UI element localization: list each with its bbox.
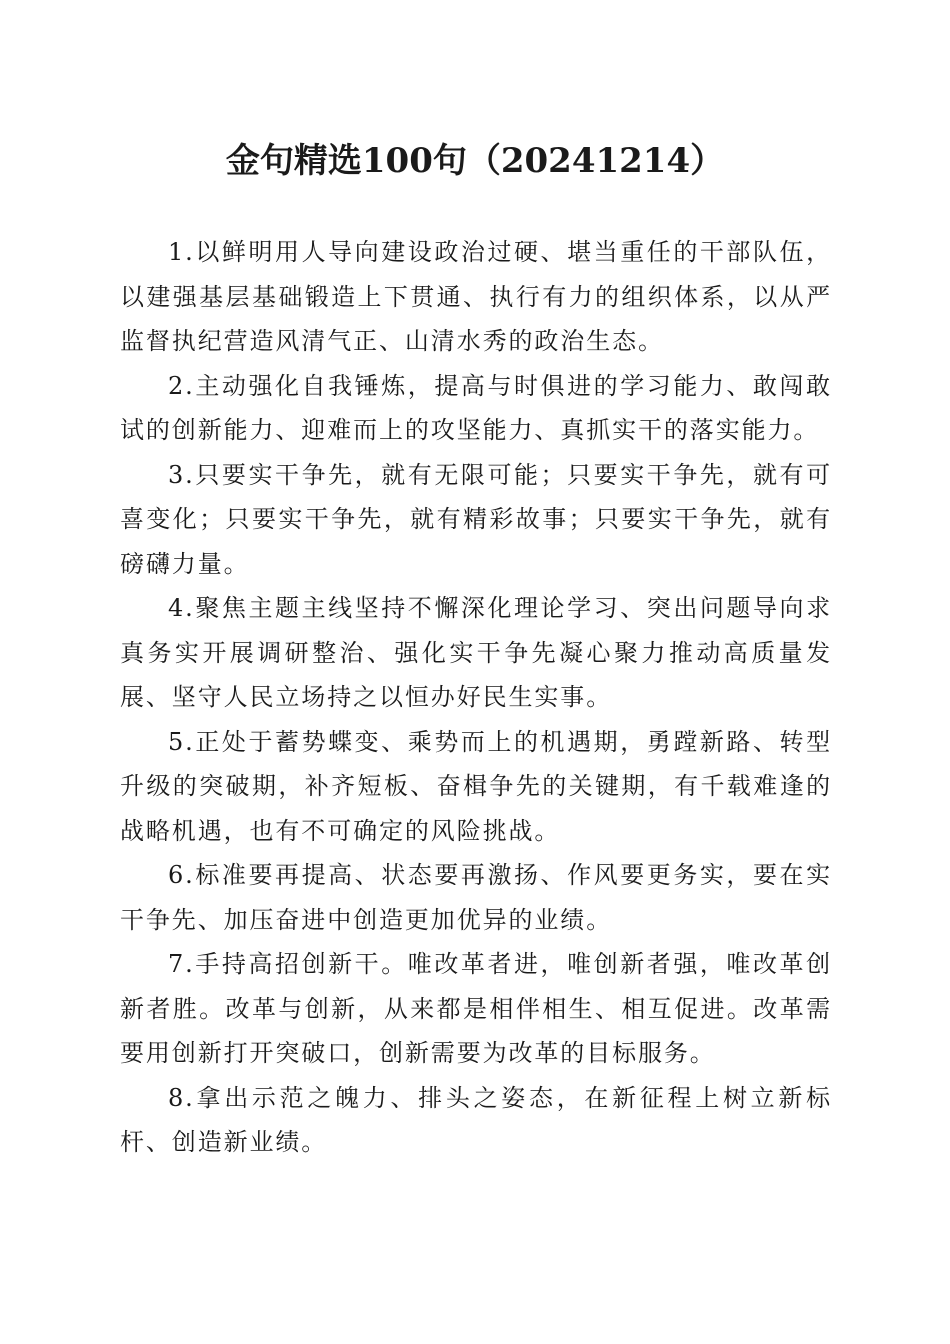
paragraph-1: 1.以鲜明用人导向建设政治过硬、堪当重任的干部队伍，以建强基层基础锻造上下贯通、执行有力的组织体系，以从严监督执纪营造风清气正、山清水秀的政治生态。	[120, 238, 832, 355]
document-body	[120, 230, 832, 1165]
paragraph-6: 6.标准要再提高、状态要再激扬、作风要更务实，要在实干争先、加压奋进中创造更加优异的业绩。	[120, 861, 832, 934]
paragraph-3: 3.只要实干争先，就有无限可能；只要实干争先，就有可喜变化；只要实干争先，就有精彩故事；只要实干争先，就有磅礴力量。	[120, 460, 832, 578]
page-title: 金句精选100句（20241214）	[225, 141, 725, 181]
paragraph-8: 8.拿出示范之魄力、排头之姿态，在新征程上树立新标杆、创造新业绩。	[120, 1083, 832, 1156]
paragraph-5: 5.正处于蓄势蝶变、乘势而上的机遇期，勇蹚新路、转型升级的突破期，补齐短板、奋楫争先的关键期，有千载难逢的战略机遇，也有不可确定的风险挑战。	[120, 727, 832, 845]
paragraph-7: 7.手持高招创新干。唯改革者进，唯创新者强，唯改革创新者胜。改革与创新，从来都是相伴相生、相互促进。改革需要用创新打开突破口，创新需要为改革的目标服务。	[120, 950, 832, 1067]
paragraph-2: 2.主动强化自我锤炼，提高与时俱进的学习能力、敢闯敢试的创新能力、迎难而上的攻坚能力、真抓实干的落实能力。	[120, 371, 832, 444]
paragraph-4: 4.聚焦主题主线坚持不懈深化理论学习、突出问题导向求真务实开展调研整治、强化实干争先凝心聚力推动高质量发展、坚守人民立场持之以恒办好民生实事。	[120, 594, 832, 711]
